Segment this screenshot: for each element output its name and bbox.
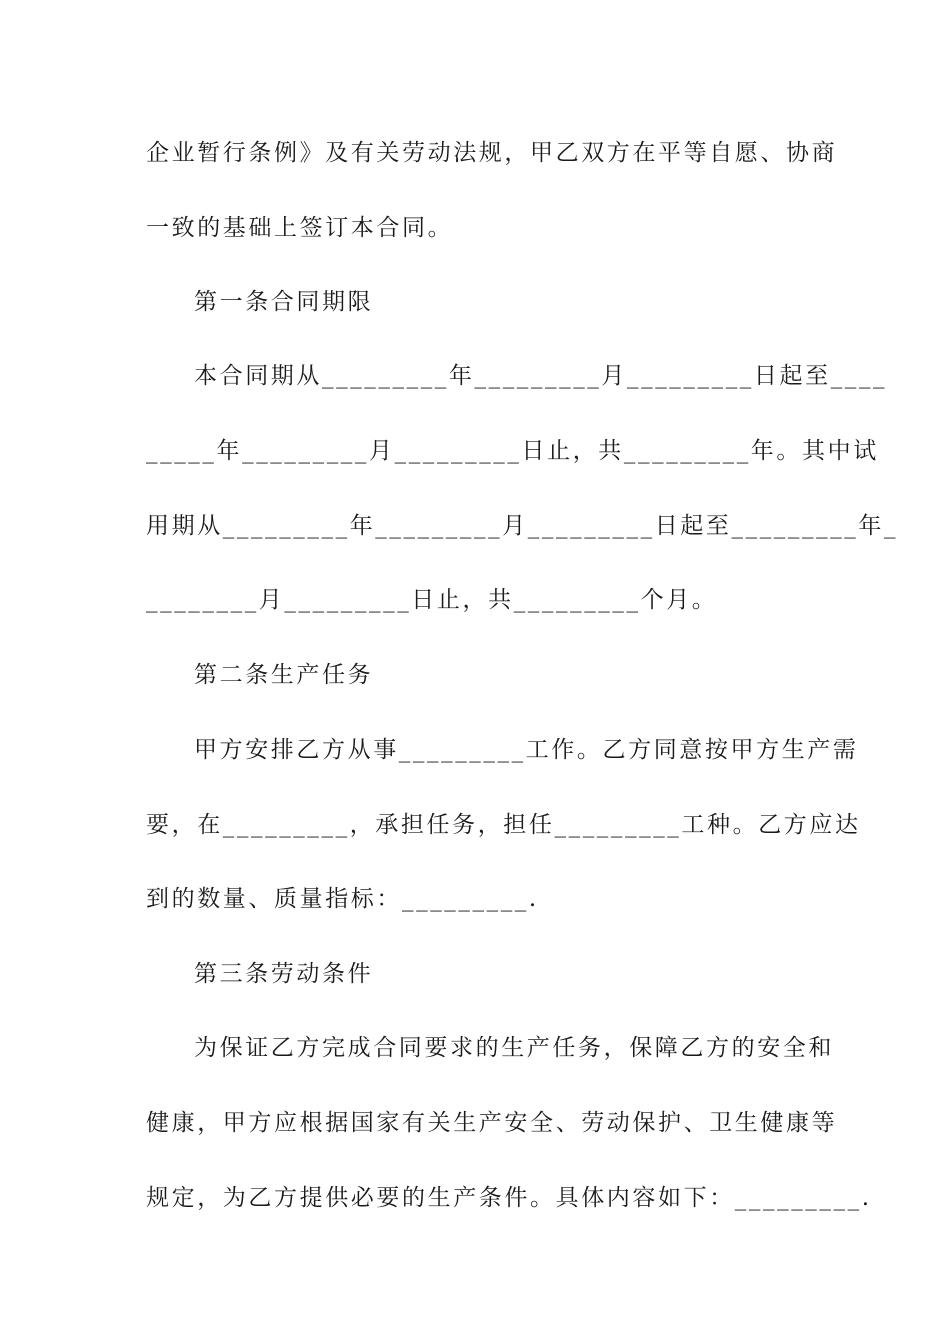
body-text-line: _____年_________月_________日止，共_________年。其中试 <box>146 438 879 464</box>
body-text-line: 本合同期从_________年_________月_________日起至____ <box>194 363 888 389</box>
body-text-line: 健康，甲方应根据国家有关生产安全、劳动保护、卫生健康等 <box>146 1110 838 1136</box>
body-text-line: 到的数量、质量指标：_________. <box>146 886 539 912</box>
body-text-line: 一致的基础上签订本合同。 <box>146 215 454 241</box>
body-text-line: 用期从_________年_________月_________日起至_________年_ <box>146 513 899 539</box>
section-heading-3: 第三条劳动条件 <box>194 961 374 987</box>
body-text-line: 甲方安排乙方从事_________工作。乙方同意按甲方生产需 <box>194 737 859 763</box>
body-text-line: 要，在_________，承担任务，担任_________工种。乙方应达 <box>146 812 861 838</box>
body-text-line: 企业暂行条例》及有关劳动法规，甲乙双方在平等自愿、协商 <box>146 140 838 166</box>
section-heading-2: 第二条生产任务 <box>194 662 374 688</box>
body-text-line: 规定，为乙方提供必要的生产条件。具体内容如下：_________. <box>146 1185 872 1211</box>
body-text-line: 为保证乙方完成合同要求的生产任务，保障乙方的安全和 <box>194 1035 834 1061</box>
body-text-line: ________月_________日止，共_________个月。 <box>146 587 718 613</box>
section-heading-1: 第一条合同期限 <box>194 289 374 315</box>
